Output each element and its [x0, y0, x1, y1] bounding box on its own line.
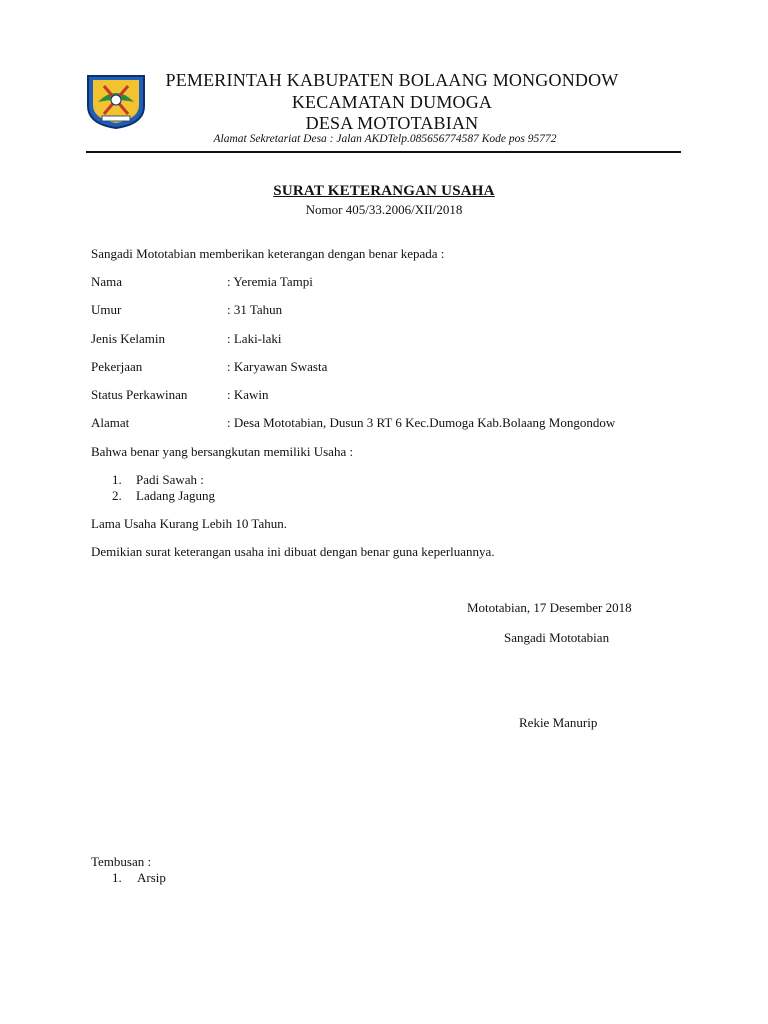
- business-intro-text: Bahwa benar yang bersangkutan memiliki Usaha :: [91, 444, 354, 459]
- closing-text: Demikian surat keterangan usaha ini dibuat dengan benar guna keperluannya.: [91, 544, 495, 559]
- copies-item-text: Arsip: [137, 870, 166, 885]
- secretariat-address: Alamat Sekretariat Desa : Jalan AKDTelp.085656774587 Kode pos 95772: [213, 133, 557, 145]
- field-label-status-perkawinan: Status Perkawinan: [91, 387, 188, 402]
- field-value-nama: : Yeremia Tampi: [227, 274, 313, 289]
- field-label-umur: Umur: [91, 302, 122, 317]
- business-item-number: 2.: [112, 488, 122, 503]
- field-value-alamat: : Desa Mototabian, Dusun 3 RT 6 Kec.Dumoga Kab.Bolaang Mongondow: [227, 415, 616, 430]
- field-value-status-perkawinan: : Kawin: [227, 387, 269, 402]
- field-value-pekerjaan: : Karyawan Swasta: [227, 359, 328, 374]
- letter-number: Nomor 405/33.2006/XII/2018: [305, 202, 463, 217]
- field-label-pekerjaan: Pekerjaan: [91, 359, 143, 374]
- regency-name: PEMERINTAH KABUPATEN BOLAANG MONGONDOW: [165, 70, 619, 90]
- place-date: Mototabian, 17 Desember 2018: [467, 600, 632, 615]
- copies-label: Tembusan :: [91, 854, 152, 869]
- intro-text: Sangadi Mototabian memberikan keterangan dengan benar kepada :: [91, 246, 445, 261]
- field-value-umur: : 31 Tahun: [227, 302, 283, 317]
- business-item-text: Padi Sawah :: [136, 472, 204, 487]
- district-name: KECAMATAN DUMOGA: [291, 92, 493, 112]
- signatory-name: Rekie Manurip: [519, 715, 598, 730]
- field-label-jenis-kelamin: Jenis Kelamin: [91, 331, 166, 346]
- copies-item-number: 1.: [112, 870, 122, 885]
- field-label-alamat: Alamat: [91, 415, 130, 430]
- letter-title: SURAT KETERANGAN USAHA: [273, 183, 495, 199]
- village-name: DESA MOTOTABIAN: [305, 113, 479, 133]
- signatory-position: Sangadi Mototabian: [504, 630, 610, 645]
- business-item-text: Ladang Jagung: [136, 488, 216, 503]
- field-value-jenis-kelamin: : Laki-laki: [227, 331, 282, 346]
- letterhead-divider: [86, 151, 681, 153]
- business-duration-text: Lama Usaha Kurang Lebih 10 Tahun.: [91, 516, 287, 531]
- business-item-number: 1.: [112, 472, 122, 487]
- regency-emblem-logo: [82, 72, 150, 130]
- field-label-nama: Nama: [91, 274, 123, 289]
